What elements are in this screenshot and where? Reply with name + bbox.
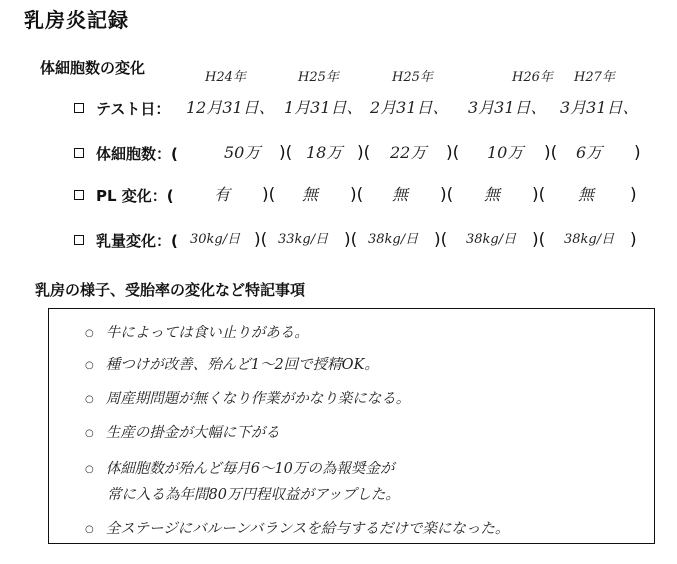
paren: )( xyxy=(434,230,448,250)
checkbox[interactable] xyxy=(74,235,84,245)
test-date-value: 12月31日、 xyxy=(186,98,275,117)
row-label: 体細胞数：( xyxy=(96,144,178,163)
pl-change-value: 有 xyxy=(214,185,231,204)
paren: )( xyxy=(532,185,546,205)
row-somatic-cell-count xyxy=(74,141,674,165)
year-label: H26年 xyxy=(512,70,553,85)
paren: )( xyxy=(544,143,558,163)
note-line: ○ 種つけが改善、殆んど1～2回で授精OK。 xyxy=(85,357,379,373)
test-date-value: 2月31日、 xyxy=(370,98,449,117)
pl-change-value: 無 xyxy=(302,185,319,204)
note-line: ○ 体細胞数が殆んど毎月6～10万の為報奨金が xyxy=(85,461,395,477)
year-label: H25年 xyxy=(392,70,433,85)
section-title-somatic-cell: 体細胞数の変化 xyxy=(40,59,146,77)
paren: )( xyxy=(532,230,546,250)
note-line: ○ 全ステージにバルーンバランスを給与するだけで楽になった。 xyxy=(85,521,510,537)
note-line: ○ 周産期問題が無くなり作業がかなり楽になる。 xyxy=(85,391,411,407)
note-line: ○ 生産の掛金が大幅に下がる xyxy=(85,425,280,441)
test-date-value: 3月31日、 xyxy=(560,98,639,117)
row-milk-yield-change xyxy=(74,228,674,252)
somatic-cell-value: 22万 xyxy=(390,143,427,162)
note-line: ○ 牛によっては食い止りがある。 xyxy=(85,325,309,341)
year-label: H24年 xyxy=(205,70,246,85)
test-date-value: 3月31日、 xyxy=(468,98,547,117)
milk-yield-value: 38kg/日 xyxy=(564,232,615,247)
paren: ) xyxy=(630,185,637,205)
page-title: 乳房炎記録 xyxy=(24,8,129,32)
year-label: H25年 xyxy=(298,70,339,85)
paren: )( xyxy=(446,143,460,163)
checkbox[interactable] xyxy=(74,103,84,113)
test-date-value: 1月31日、 xyxy=(284,98,363,117)
paren: ) xyxy=(630,230,637,250)
pl-change-value: 無 xyxy=(484,185,501,204)
milk-yield-value: 38kg/日 xyxy=(466,232,517,247)
pl-change-value: 無 xyxy=(578,185,595,204)
paren: )( xyxy=(350,185,364,205)
year-label: H27年 xyxy=(574,70,615,85)
paren: )( xyxy=(357,143,371,163)
note-line-continued: 常に入る為年間80万円程収益がアップした。 xyxy=(107,487,400,503)
milk-yield-value: 30kg/日 xyxy=(190,232,241,247)
paren: )( xyxy=(262,185,276,205)
notes-box xyxy=(48,308,655,544)
row-label: 乳量変化：( xyxy=(96,231,178,250)
somatic-cell-value: 10万 xyxy=(487,143,524,162)
checkbox[interactable] xyxy=(74,190,84,200)
pl-change-value: 無 xyxy=(392,185,409,204)
paren: )( xyxy=(440,185,454,205)
paren: )( xyxy=(344,230,358,250)
paren: ) xyxy=(634,143,641,163)
paren: )( xyxy=(254,230,268,250)
checkbox[interactable] xyxy=(74,148,84,158)
milk-yield-value: 38kg/日 xyxy=(368,232,419,247)
somatic-cell-value: 6万 xyxy=(576,143,603,162)
milk-yield-value: 33kg/日 xyxy=(278,232,329,247)
somatic-cell-value: 50万 xyxy=(224,143,261,162)
row-label: PL 変化：( xyxy=(96,186,174,205)
row-pl-change xyxy=(74,183,674,207)
row-label: テスト日： xyxy=(96,99,171,118)
row-test-date xyxy=(74,96,674,120)
somatic-cell-value: 18万 xyxy=(306,143,343,162)
section-title-special-notes: 乳房の様子、受胎率の変化など特記事項 xyxy=(35,281,306,299)
paren: )( xyxy=(279,143,293,163)
